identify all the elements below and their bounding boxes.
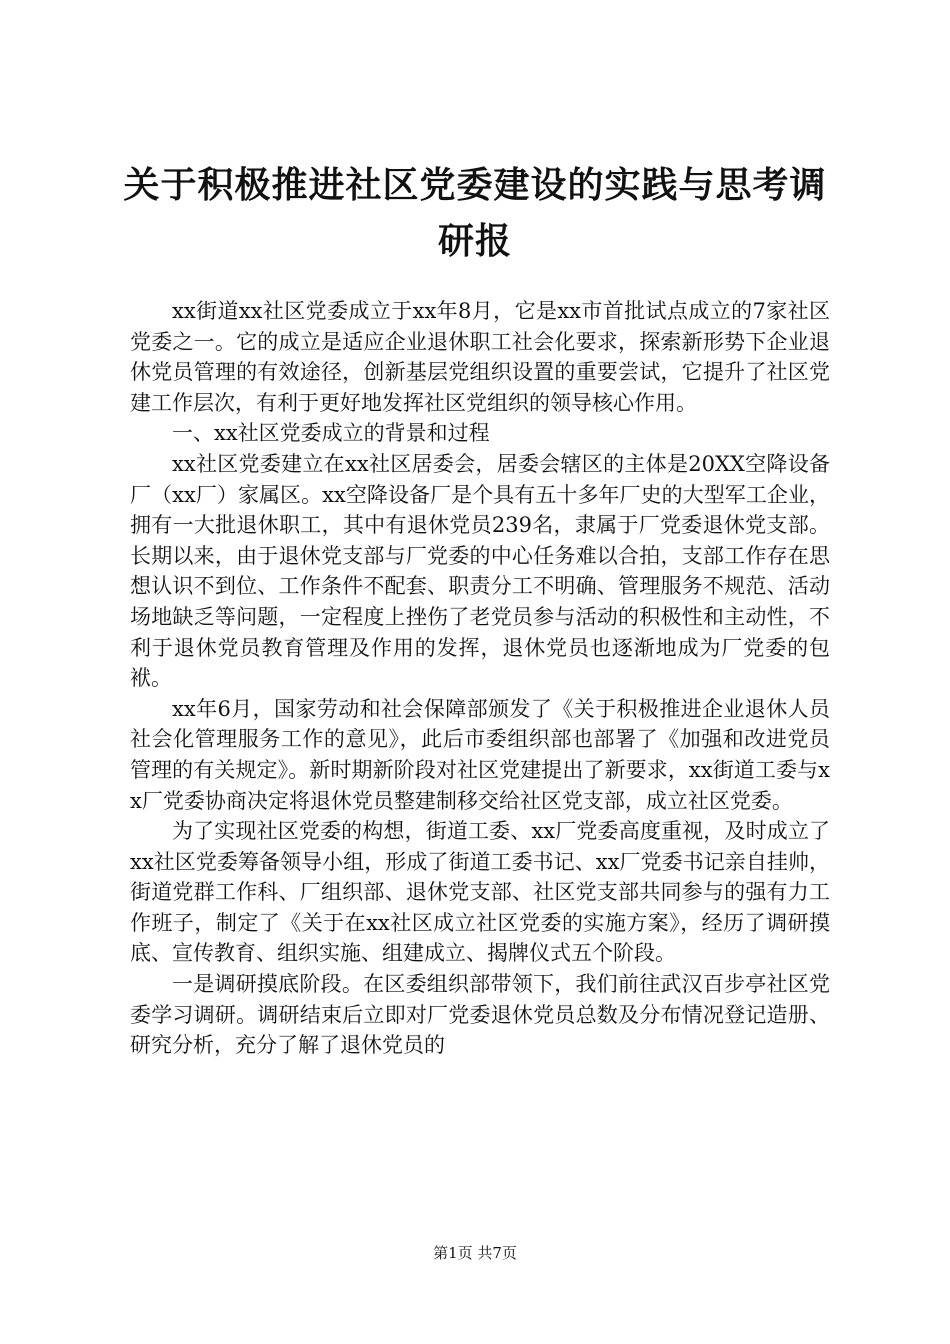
paragraph-policy: xx年6月，国家劳动和社会保障部颁发了《关于积极推进企业退休人员社会化管理服务工作的意见》，此后市委组织部也部署了《加强和改进党员管理的有关规定》。新时期新阶段对社区党建提出了新要求，xx街道工委与xx厂党委协商决定将退休党员整建制移交给社区党支部，成立社区党委。 <box>130 696 830 813</box>
paragraph-process: 为了实现社区党委的构想，街道工委、xx厂党委高度重视，及时成立了xx社区党委筹备领导小组，形成了街道工委书记、xx厂党委书记亲自挂帅，街道党群工作科、厂组织部、退休党支部、社区党支部共同参与的强有力工作班子，制定了《关于在xx社区成立社区党委的实施方案》，经历了调研摸底、宣传教育、组织实施、组建成立、揭牌仪式五个阶段。 <box>130 819 830 966</box>
page-footer: 第1页 共7页 <box>433 1244 517 1262</box>
paragraph-background: xx社区党委建立在xx社区居委会，居委会辖区的主体是20XX空降设备厂（xx厂）家属区。xx空降设备厂是个具有五十多年厂史的大型军工企业，拥有一大批退休职工，其中有退休党员239名，隶属于厂党委退休党支部。长期以来，由于退休党支部与厂党委的中心任务难以合拍，支部工作存在思想认识不到位、工作条件不配套、职责分工不明确、管理服务不规范、活动场地缺乏等问题，一定程度上挫伤了老党员参与活动的积极性和主动性，不利于退休党员教育管理及作用的发挥，退休党员也逐渐地成为厂党委的包袱。 <box>130 451 830 691</box>
document-title: 关于积极推进社区党委建设的实践与思考调研报 <box>123 165 827 262</box>
document-body <box>130 296 830 1061</box>
paragraph-stage-one: 一是调研摸底阶段。在区委组织部带领下，我们前往武汉百步亭社区党委学习调研。调研结束后立即对厂党委退休党员总数及分布情况登记造册、研究分析，充分了解了退休党员的 <box>130 972 830 1058</box>
paragraph-intro: xx街道xx社区党委成立于xx年8月，它是xx市首批试点成立的7家社区党委之一。它的成立是适应企业退休职工社会化要求，探索新形势下企业退休党员管理的有效途径，创新基层党组织设置的重要尝试，它提升了社区党建工作层次，有利于更好地发挥社区党组织的领导核心作用。 <box>130 299 830 415</box>
section-heading-1: 一、xx社区党委成立的背景和过程 <box>172 421 490 446</box>
